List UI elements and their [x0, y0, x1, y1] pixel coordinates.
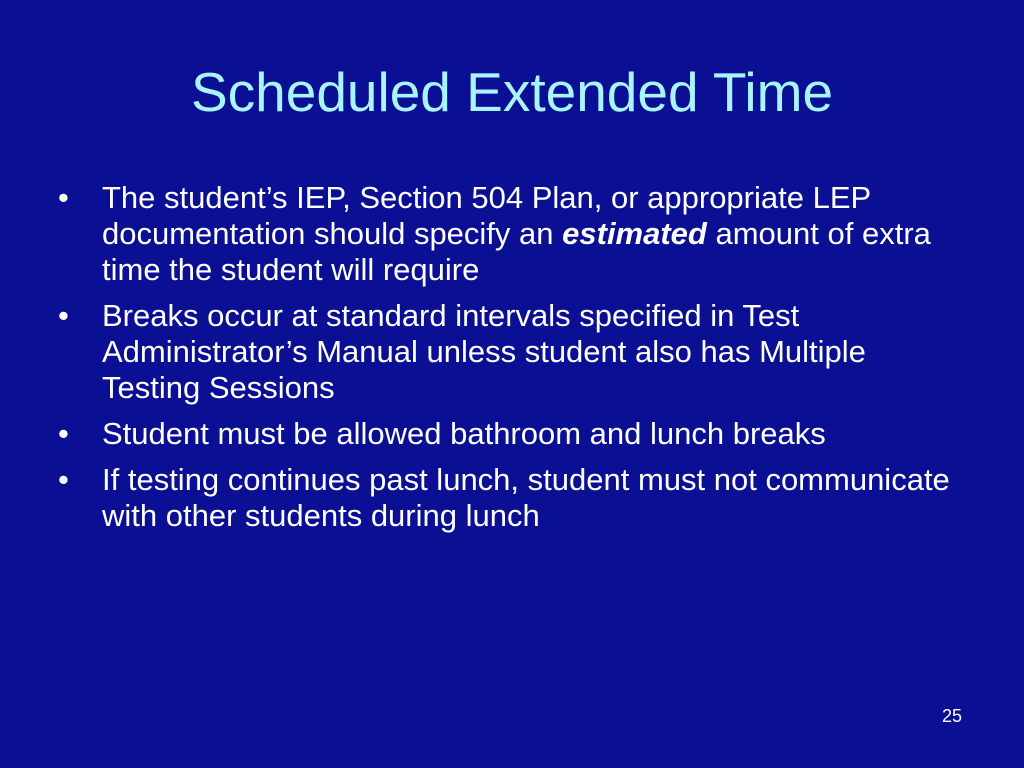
bullet-text: If testing continues past lunch, student must not communicate with other students during lunch — [102, 462, 950, 533]
bullet-item-3 — [58, 416, 958, 452]
bullet-text: Breaks occur at standard intervals specified in Test Administrator’s Manual unless student also has Multiple Testing Sessions — [102, 298, 866, 405]
bullet-text-part: amount of extra time the student will require — [102, 216, 931, 287]
bullet-icon: • — [58, 462, 69, 497]
bullet-icon: • — [58, 416, 69, 451]
bullet-icon: • — [58, 180, 69, 215]
bullet-item-4 — [58, 462, 958, 534]
bullet-icon: • — [58, 298, 69, 333]
bullet-text: Student must be allowed bathroom and lunch breaks — [102, 416, 826, 451]
slide-title: Scheduled Extended Time — [190, 61, 834, 123]
slide-number: 25 — [941, 706, 962, 726]
bullet-item-1 — [58, 180, 958, 288]
bullet-list — [58, 180, 958, 544]
emphasized-word: estimated — [562, 216, 707, 251]
bullet-text-part: The student’s IEP, Section 504 Plan, or appropriate LEP documentation should specify an — [102, 180, 871, 251]
bullet-item-2 — [58, 298, 958, 406]
